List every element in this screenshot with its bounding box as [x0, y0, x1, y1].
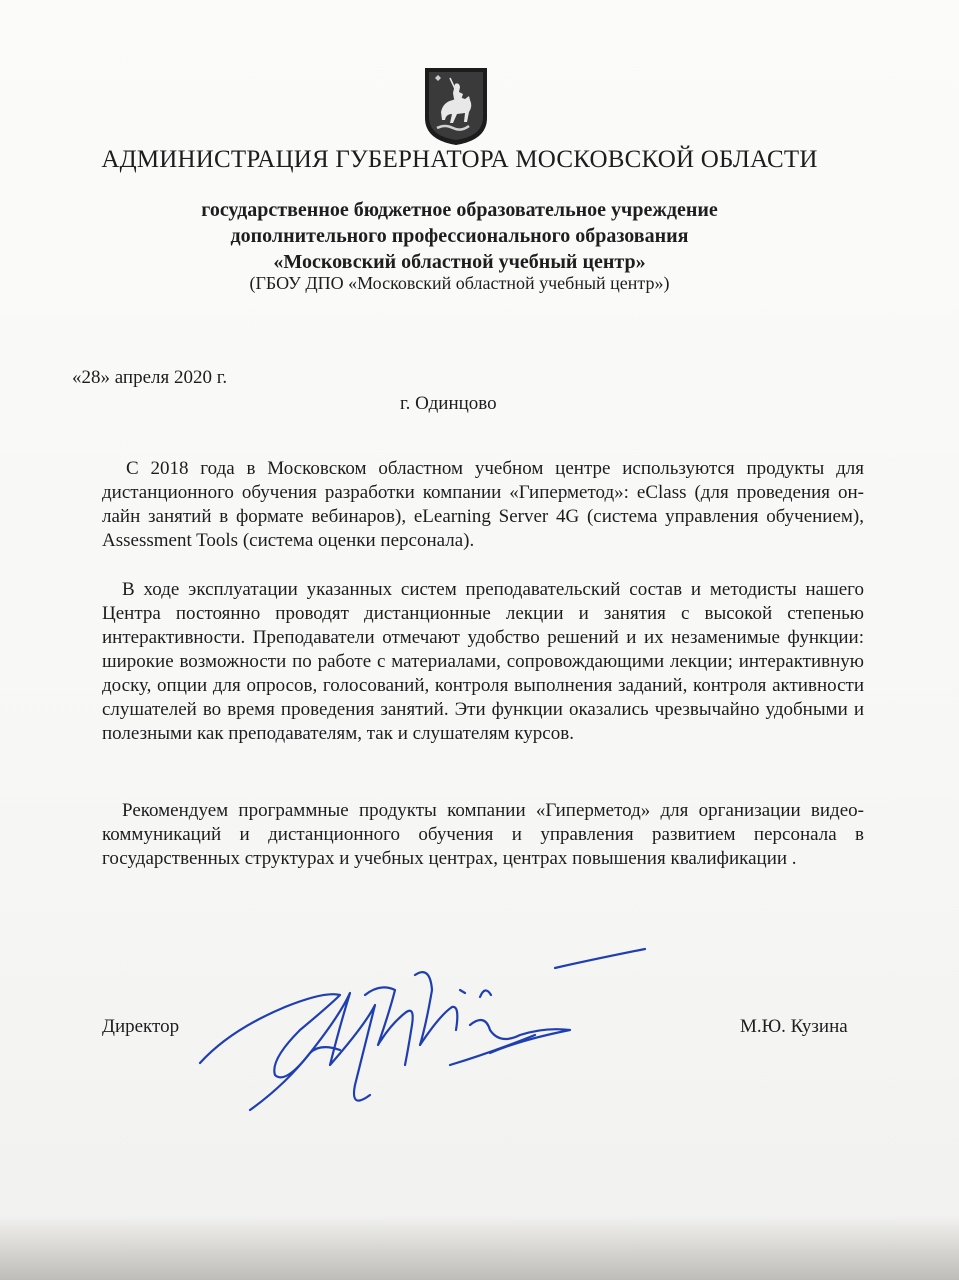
- paragraph-3: Рекомендуем программные продукты компании «Гиперметод» для организации видео-коммуникаций и дистанционного обучения и управления развитием персонала в государственных структурах и учебных центрах, центрах повышения квалификации .: [102, 800, 864, 869]
- page-shadow: [0, 1215, 959, 1280]
- letter-date: «28» апреля 2020 г.: [72, 367, 228, 388]
- coat-of-arms-icon: [423, 66, 489, 146]
- authority-title: АДМИНИСТРАЦИЯ ГУБЕРНАТОРА МОСКОВСКОЙ ОБЛАСТИ: [101, 146, 818, 173]
- org-line-2: дополнительного профессионального образования: [230, 225, 689, 247]
- paragraph-2: В ходе эксплуатации указанных систем преподавательский состав и методисты нашего Центра постоянно проводят дистанционные лекции и занятия с высокой степенью интерактивности. Преподаватели отмечают удобство решений и их незаменимые функции: широкие возможности по работе с материалами, сопровождающими лекции; интерактивную доску, опции для опросов, голосований, контроля выполнения заданий, контроля активности слушателей во время проведения занятий. Эти функции оказались чрезвычайно удобными и полезными как преподавателям, так и слушателям курсов.: [102, 579, 864, 744]
- letter-city: г. Одинцово: [400, 393, 497, 414]
- org-line-3: «Московский областной учебный центр»: [273, 251, 646, 273]
- paragraph-1: С 2018 года в Московском областном учебном центре используются продукты для дистанционного обучения разработки компании «Гиперметод»: eClass (для проведения он-лайн занятий в формате вебинаров), eLearning Server 4G (система управления обучением), Assessment Tools (система оценки персонала).: [102, 458, 864, 551]
- organization-name: [0, 197, 939, 275]
- handwritten-signature: [190, 935, 660, 1135]
- signatory-role: Директор: [102, 1016, 180, 1037]
- organization-abbreviation: (ГБОУ ДПО «Московский областной учебный центр»): [249, 273, 670, 293]
- org-line-1: государственное бюджетное образовательное учреждение: [201, 199, 718, 221]
- signatory-name: М.Ю. Кузина: [740, 1016, 848, 1037]
